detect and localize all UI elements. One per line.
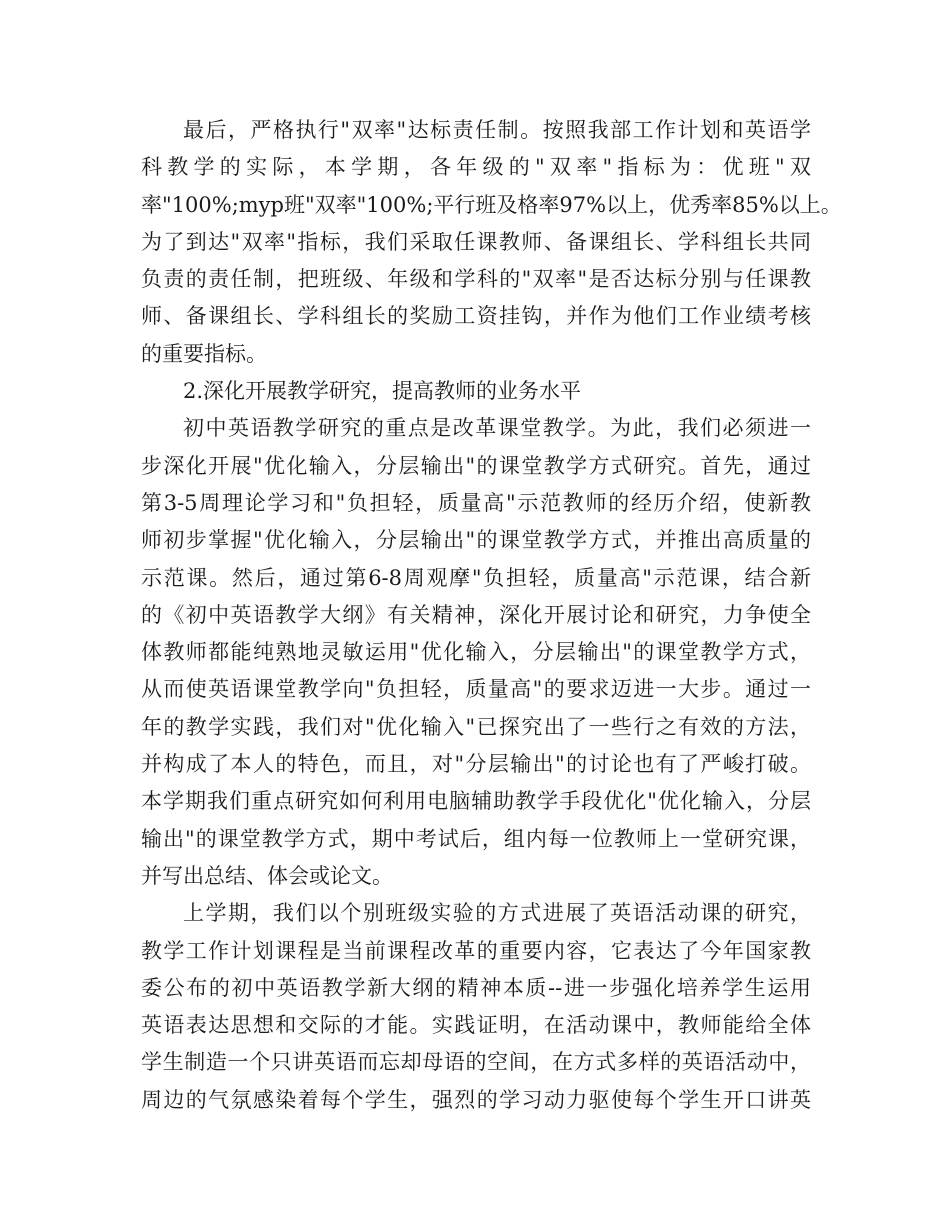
paragraph-line: 的《初中英语教学大纲》有关精神，深化开展讨论和研究，力争使全 bbox=[141, 602, 811, 627]
paragraph-line: 输出"的课堂教学方式，期中考试后，组内每一位教师上一堂研究课， bbox=[141, 826, 811, 851]
paragraph-line: 学生制造一个只讲英语而忘却母语的空间，在方式多样的英语活动中， bbox=[141, 1050, 811, 1075]
paragraph-line: 师、备课组长、学科组长的奖励工资挂钩，并作为他们工作业绩考核 bbox=[141, 304, 811, 329]
paragraph-line: 第3-5周理论学习和"负担轻，质量高"示范教师的经历介绍，使新教 bbox=[141, 490, 811, 515]
paragraph-line: 负责的责任制，把班级、年级和学科的"双率"是否达标分别与任课教 bbox=[141, 267, 811, 292]
paragraph-line: 从而使英语课堂教学向"负担轻，质量高"的要求迈进一大步。通过一 bbox=[141, 677, 811, 702]
paragraph-line: 为了到达"双率"指标，我们采取任课教师、备课组长、学科组长共同 bbox=[141, 229, 811, 254]
paragraph-line: 年的教学实践，我们对"优化输入"已探究出了一些行之有效的方法， bbox=[141, 714, 811, 739]
paragraph-line: 本学期我们重点研究如何利用电脑辅助教学手段优化"优化输入，分层 bbox=[141, 789, 811, 814]
paragraph-line: 上学期，我们以个别班级实验的方式进展了英语活动课的研究， bbox=[183, 901, 811, 926]
paragraph-line: 教学工作计划课程是当前课程改革的重要内容，它表达了今年国家教 bbox=[141, 938, 811, 963]
section-heading: 2.深化开展教学研究，提高教师的业务水平 bbox=[183, 379, 582, 404]
paragraph-line: 科教学的实际，本学期，各年级的"双率"指标为：优班"双 bbox=[141, 155, 811, 180]
paragraph-line: 率"100%;myp班"双率"100%;平行班及格率97%以上，优秀率85%以上。 bbox=[141, 192, 842, 217]
document-body bbox=[141, 112, 842, 1119]
paragraph-line: 并构成了本人的特色，而且，对"分层输出"的讨论也有了严峻打破。 bbox=[141, 752, 811, 777]
paragraph-line: 并写出总结、体会或论文。 bbox=[141, 863, 393, 888]
paragraph-line: 周边的气氛感染着每个学生，强烈的学习动力驱使每个学生开口讲英 bbox=[141, 1087, 811, 1112]
paragraph-line: 英语表达思想和交际的才能。实践证明，在活动课中，教师能给全体 bbox=[141, 1013, 811, 1038]
paragraph-line: 委公布的初中英语教学新大纲的精神本质--进一步强化培养学生运用 bbox=[141, 975, 811, 1000]
paragraph-line: 最后，严格执行"双率"达标责任制。按照我部工作计划和英语学 bbox=[183, 118, 811, 142]
paragraph-line: 的重要指标。 bbox=[141, 341, 267, 366]
paragraph-line: 体教师都能纯熟地灵敏运用"优化输入，分层输出"的课堂教学方式， bbox=[141, 640, 811, 665]
paragraph-line: 步深化开展"优化输入，分层输出"的课堂教学方式研究。首先，通过 bbox=[141, 453, 811, 478]
paragraph-line: 初中英语教学研究的重点是改革课堂教学。为此，我们必须进一 bbox=[183, 416, 811, 441]
paragraph-line: 示范课。然后，通过第6-8周观摩"负担轻，质量高"示范课，结合新 bbox=[141, 565, 811, 590]
paragraph-line: 师初步掌握"优化输入，分层输出"的课堂教学方式，并推出高质量的 bbox=[141, 528, 811, 553]
